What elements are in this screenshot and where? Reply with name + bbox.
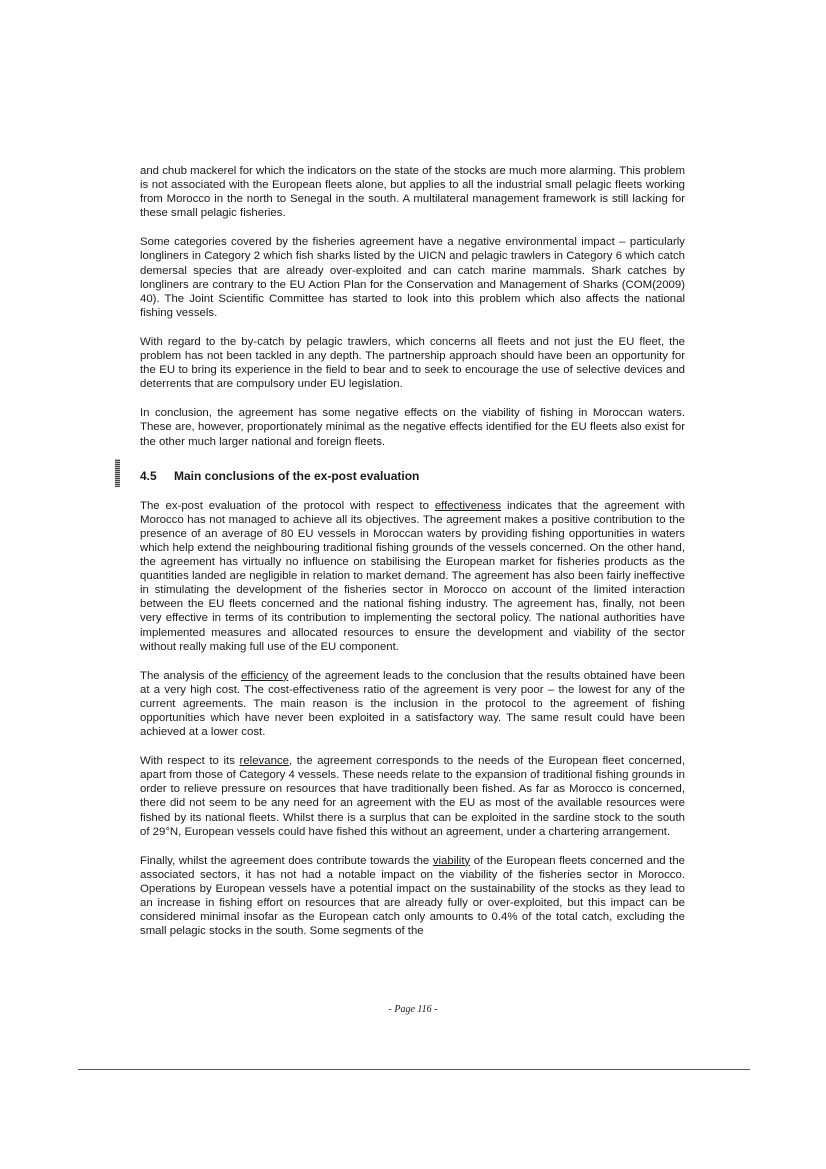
paragraph-viability <box>140 854 685 939</box>
term-viability: viability <box>432 854 471 867</box>
term-relevance: relevance <box>239 755 289 768</box>
text-run: of the agreement leads to the conclusion that the results obtained have been at a very high cost. The cost-effectiveness ratio of the agreement is very poor – the lowest for any of the current agreements. The main reason is the inclusion in the protocol to the agreement of fishing opportunities which have never been exploited in a satisfactory way. The same result could have been achieved at a lower cost. <box>140 669 685 739</box>
section-title: Main conclusions of the ex-post evaluation <box>174 468 420 483</box>
paragraph-efficiency <box>140 669 685 739</box>
text-run: The ex-post evaluation of the protocol with respect to <box>140 499 435 512</box>
body-text <box>140 164 685 953</box>
section-heading <box>140 469 685 483</box>
paragraph-by-catch: With regard to the by-catch by pelagic trawlers, which concerns all fleets and not just the EU fleet, the problem has not been tackled in any depth. The partnership approach should have been an opportunity for the EU to bring its experience in the field to bear and to seek to encourage the use of selective devices and deterrents that are compulsory under EU legislation. <box>140 335 685 391</box>
paragraph-effectiveness <box>140 499 685 654</box>
footer-rule <box>78 1069 750 1070</box>
paragraph-mackerel: and chub mackerel for which the indicators on the state of the stocks are much more alarming. This problem is not associated with the European fleets alone, but applies to all the industrial small pelagic fleets working from Morocco in the north to Senegal in the south. A multilateral management framework is still lacking for these small pelagic fisheries. <box>140 165 685 220</box>
term-effectiveness: effectiveness <box>434 499 502 512</box>
page-number: - Page 116 - <box>388 1004 438 1015</box>
text-run: The analysis of the <box>140 669 242 682</box>
text-run: , the agreement corresponds to the needs of the European fleet concerned, apart from those of Category 4 vessels. These needs relate to the expansion of traditional fishing grounds in order to relieve pressure on resources that have traditionally been fished. As far as Morocco is concerned, there did not seem to be any need for an agreement with the EU as most of the available resources were fished by its national fleets. Whilst there is a surplus that can be exploited in the sardine stock to the south of 29°N, European vessels could have fished this without an agreement, under a chartering arrangement. <box>140 755 685 838</box>
paragraph-conclusion: In conclusion, the agreement has some negative effects on the viability of fishing in Moroccan waters. These are, however, proportionately minimal as the negative effects identified for the EU fleets also exist for the other much larger national and foreign fleets. <box>140 407 685 448</box>
text-run: of the European fleets concerned and the associated sectors, it has not had a notable impact on the viability of the fisheries sector in Morocco. Operations by European vessels have a potential impact on the sustainability of the stocks as they lead to an increase in fishing effort on resources that are already fully or over-exploited, but this impact can be considered minimal insofar as the European catch only amounts to 0.4% of the total catch, excluding the small pelagic stocks in the south. Some segments of the <box>140 854 686 938</box>
text-run: Finally, whilst the agreement does contribute towards the <box>140 854 433 867</box>
section-number: 4.5 <box>140 468 157 483</box>
paragraph-relevance <box>140 754 685 839</box>
paragraph-environmental-impact: Some categories covered by the fisheries agreement have a negative environmental impact – particularly longliners in Category 2 which fish sharks listed by the UICN and pelagic trawlers in Category 6 which catch demersal species that are already over-exploited and can catch marine mammals. Shark catches by longliners are contrary to the EU Action Plan for the Conservation and Management of Sharks (COM(2009) 40). The Joint Scientific Committee has started to look into this problem which also affects the national fishing vessels. <box>140 236 685 319</box>
text-run: With respect to its <box>140 755 240 768</box>
text-run: indicates that the agreement with Morocco has not managed to achieve all its objectives. The agreement makes a positive contribution to the presence of an average of 80 EU vessels in Moroccan waters by providing fishing opportunities in waters which help extend the neighbouring traditional fishing grounds of the vessels concerned. On the other hand, the agreement has virtually no influence on stabilising the European market for fisheries products as the quantities landed are negligible in relation to market demand. The agreement has also been fairly ineffective in stimulating the development of the fisheries sector in Morocco on account of the limited interaction between the EU fleets concerned and the national fishing industry. The agreement has, finally, not been very effective in terms of its contribution to implementing the sectoral policy. The national authorities have implemented measures and allocated resources to ensure the development and viability of the sector without really making full use of the EU component. <box>140 499 685 653</box>
change-bar-marker <box>115 459 120 487</box>
term-efficiency: efficiency <box>241 669 289 682</box>
